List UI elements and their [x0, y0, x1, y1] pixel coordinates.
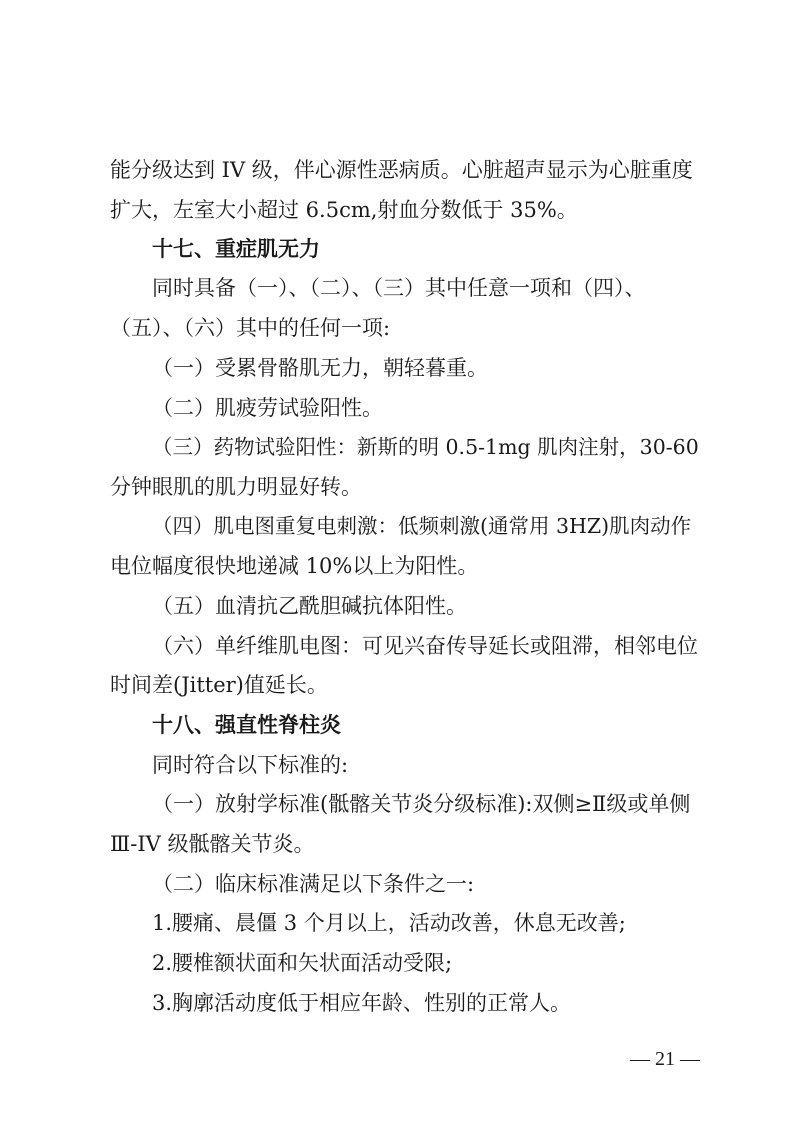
- list-item: （一）受累骨骼肌无力，朝轻暮重。: [152, 356, 488, 380]
- list-item: 2.腰椎额状面和矢状面活动受限;: [152, 951, 453, 975]
- list-item: （二）临床标准满足以下条件之一:: [152, 872, 475, 896]
- body-text-line: 扩大，左室大小超过 6.5cm,射血分数低于 35%。: [110, 198, 578, 222]
- body-text-line: 同时符合以下标准的:: [152, 753, 349, 777]
- list-item: 3.胸廓活动度低于相应年龄、性别的正常人。: [152, 991, 572, 1015]
- body-text-line: 分钟眼肌的肌力明显好转。: [110, 475, 362, 499]
- body-text-line: 同时具备（一）、（二）、（三）其中任意一项和（四）、: [152, 276, 646, 300]
- list-item: （六）单纤维肌电图：可见兴奋传导延长或阻滞，相邻电位: [152, 634, 698, 658]
- list-item: 1.腰痛、晨僵 3 个月以上，活动改善，休息无改善;: [152, 911, 626, 935]
- page-number: — 21 —: [630, 1048, 700, 1070]
- section-heading-18: 十八、强直性脊柱炎: [152, 713, 341, 737]
- body-text-line: 电位幅度很快地递减 10%以上为阳性。: [110, 554, 479, 578]
- body-text-line: （五）、（六）其中的任何一项:: [110, 316, 391, 340]
- list-item: （五）血清抗乙酰胆碱抗体阳性。: [152, 594, 467, 618]
- list-item: （一）放射学标准(骶髂关节炎分级标准):双侧≥Ⅱ级或单侧: [152, 792, 691, 816]
- list-item: （二）肌疲劳试验阳性。: [152, 396, 383, 420]
- body-text-line: 时间差(Jitter)值延长。: [110, 673, 328, 697]
- list-item: （四）肌电图重复电刺激：低频刺激(通常用 3HZ)肌肉动作: [152, 514, 692, 538]
- list-item: （三）药物试验阳性：新斯的明 0.5-1mg 肌肉注射，30-60: [152, 435, 699, 459]
- section-heading-17: 十七、重症肌无力: [152, 237, 320, 261]
- body-text-line: 能分级达到 IV 级，伴心源性恶病质。心脏超声显示为心脏重度: [110, 158, 693, 182]
- body-text-line: Ⅲ-IV 级骶髂关节炎。: [110, 832, 315, 856]
